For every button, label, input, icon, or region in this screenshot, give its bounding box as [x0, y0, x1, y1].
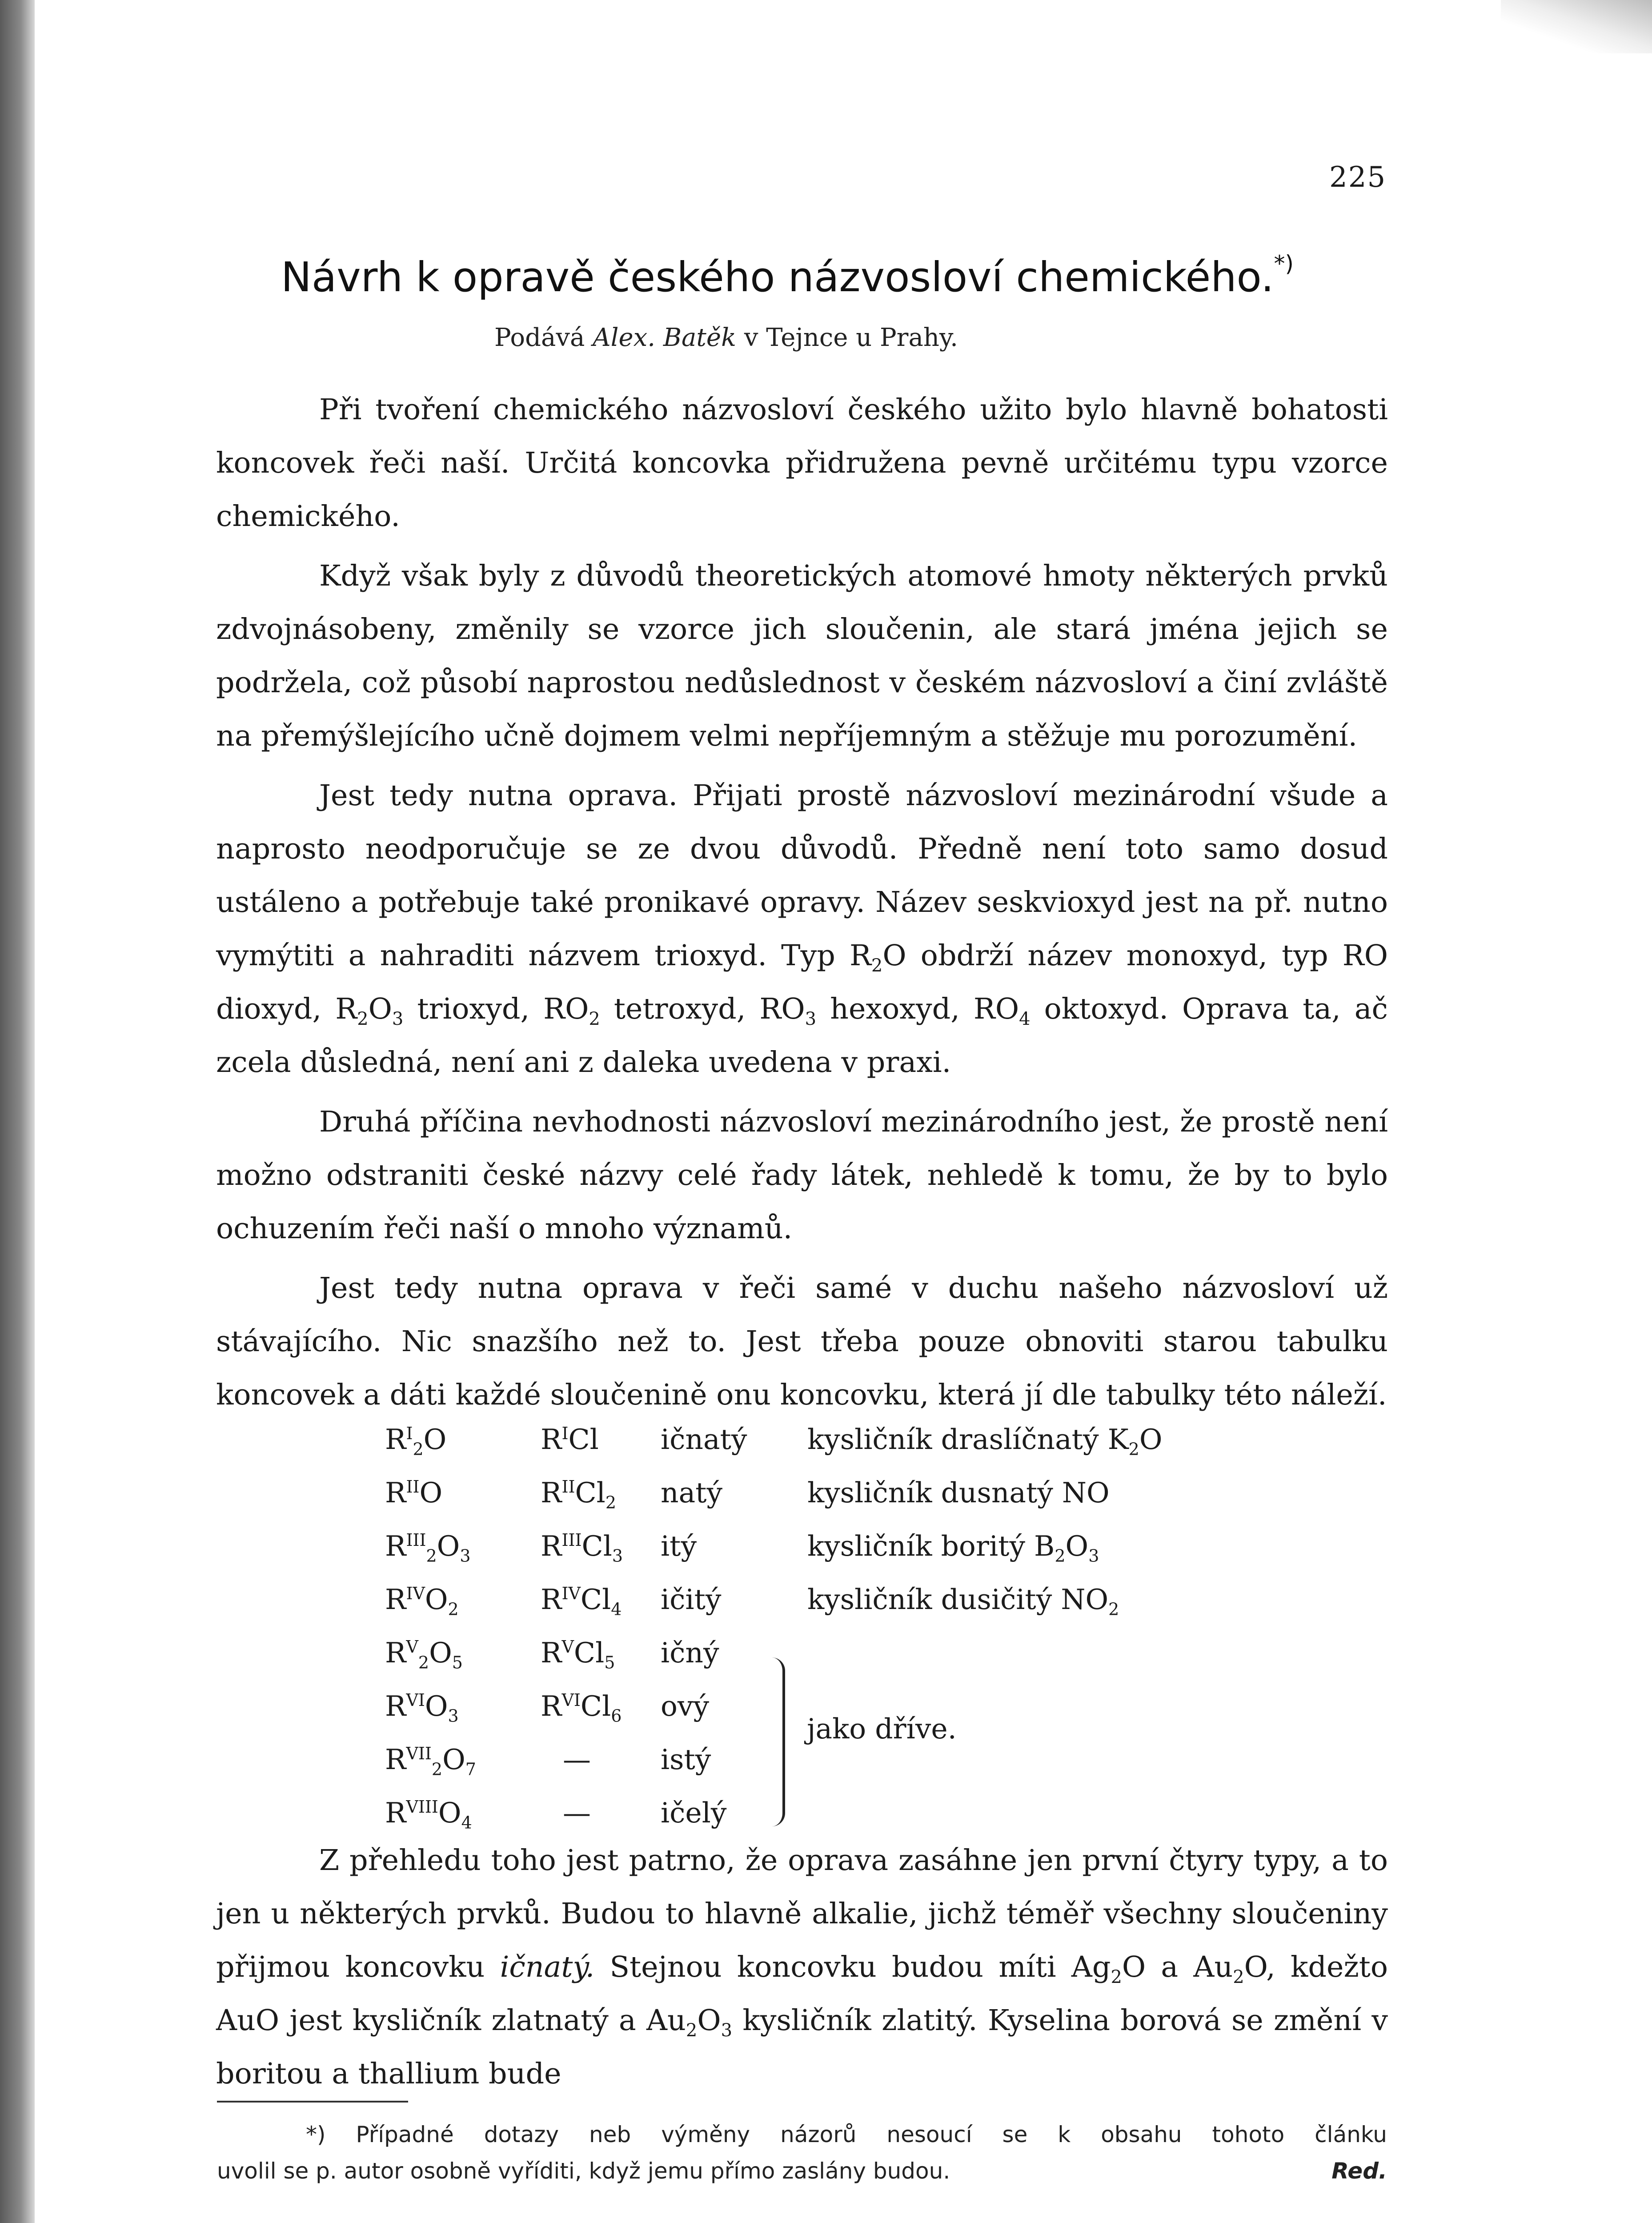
oxide-formula: $R^{VI}O_3$ [385, 1690, 459, 1726]
oxide-formula: $R^V_2O_5$ [385, 1637, 463, 1673]
editor-signature: Red. [1331, 2158, 1387, 2184]
ending: ový [661, 1690, 710, 1722]
author-name: Alex. Batěk [593, 323, 736, 352]
oxide-formula: $R^{VIII}O_4$ [385, 1797, 472, 1833]
example: kysličník dusnatý NO [807, 1477, 1110, 1509]
paragraph-3: Jest tedy nutna oprava. Přijati prostě názvosloví mezinárodní všude a naprosto neodporučuje se ze dvou důvodů. Předně není toto samo dosud ustáleno a potřebuje také pronikavé opravy. Název seskvioxyd jest na př. nutno vymýtiti a nahraditi názvem trioxyd. Typ $R_2O$ obdrží název monoxyd, typ RO dioxyd, $R_2O_3$ trioxyd, $RO_2$ tetroxyd, $RO_3$ hexoxyd, $RO_4$ oktoxyd. Oprava ta, ač zcela důsledná, není ani z daleka uvedena v praxi. [216, 779, 1388, 1079]
title-text: Návrh k opravě českého názvosloví chemického. [281, 253, 1274, 301]
oxide-formula: $R^{IV}O_2$ [385, 1583, 459, 1619]
scan-corner-shadow [1501, 0, 1652, 53]
chloride-formula: $R^{II}Cl_2$ [541, 1477, 617, 1513]
ending: ičnatý [661, 1423, 747, 1456]
example: kysličník dusičitý $NO_2$ [807, 1583, 1119, 1619]
ending: itý [661, 1530, 697, 1562]
title-footnote-mark: *) [1274, 251, 1294, 277]
body-text [216, 383, 1388, 1422]
bracket-note: jako dříve. [807, 1713, 957, 1745]
scan-binding-edge [0, 0, 35, 2223]
ending: natý [661, 1477, 723, 1509]
right-brace [765, 1657, 785, 1826]
byline [494, 323, 958, 352]
chloride-formula: $R^{III}Cl_3$ [541, 1530, 623, 1566]
chloride-formula: $R^{IV}Cl_4$ [541, 1583, 622, 1619]
chloride-formula: $R^{VI}Cl_6$ [541, 1690, 622, 1726]
chloride-formula: $R^ICl$ [541, 1423, 599, 1456]
ending: ičitý [661, 1583, 722, 1616]
oxide-formula: $R^{III}_2O_3$ [385, 1530, 471, 1566]
example: kysličník draslíčnatý $K_2O$ [807, 1423, 1163, 1459]
article-title [281, 253, 1294, 301]
example: kysličník boritý $B_2O_3$ [807, 1530, 1099, 1566]
paragraph-6: Z přehledu toho jest patrno, že oprava zasáhne jen první čtyry typy, a to jen u některých prvků. Budou to hlavně alkalie, jichž téměř všechny sloučeniny přijmou koncovku ičnatý. Stejnou koncovku budou míti $Ag_2O$ a $Au_2O$, kdežto AuO jest kysličník zlatnatý a $Au_2O_3$ kysličník zlatitý. Kyselina borová se změní v boritou a thallium bude [216, 1844, 1388, 2091]
ending: istý [661, 1743, 711, 1776]
byline-prefix: Podává [494, 323, 585, 352]
footnote [217, 2116, 1387, 2189]
byline-suffix: v Tejnce u Prahy. [744, 323, 958, 352]
chloride-dash: — [563, 1797, 591, 1829]
footnote-line-1: *) Případné dotazy neb výměny názorů nesoucí se k obsahu tohoto článku [306, 2122, 1387, 2147]
footnote-divider [217, 2101, 408, 2103]
paragraph-5: Jest tedy nutna oprava v řeči samé v duchu našeho názvosloví už stávajícího. Nic snazšího než to. Jest třeba pouze obnoviti starou tabulku koncovek a dáti každé sloučenině onu koncovku, která jí dle tabulky této náleží. [216, 1272, 1388, 1412]
page-number: 225 [1329, 161, 1387, 194]
paragraph-2: Když však byly z důvodů theoretických atomové hmoty některých prvků zdvojnásobeny, změnily se vzorce jich sloučenin, ale stará jména jejich se podržela, což působí naprostou nedůslednost v českém názvosloví a činí zvláště na přemýšlejícího učně dojmem velmi nepříjemným a stěžuje mu porozumění. [216, 559, 1388, 753]
ending: ičelý [661, 1797, 727, 1829]
chloride-formula: $R^VCl_5$ [541, 1637, 615, 1673]
body-text-continued [216, 1834, 1388, 2101]
oxide-formula: $R^I_2O$ [385, 1423, 447, 1459]
paragraph-1: Při tvoření chemického názvosloví českého užito bylo hlavně bohatosti koncovek řeči naší. Určitá koncovka přidružena pevně určitému typu vzorce chemického. [216, 393, 1388, 533]
ending: ičný [661, 1637, 719, 1669]
footnote-line-2: uvolil se p. autor osobně vyříditi, když jemu přímo zaslány budou. Red. [217, 2153, 1387, 2189]
chloride-dash: — [563, 1743, 591, 1776]
oxide-formula: $R^{II}O$ [385, 1477, 443, 1509]
paragraph-4: Druhá příčina nevhodnosti názvosloví mezinárodního jest, že prostě není možno odstraniti české názvy celé řady látek, nehledě k tomu, že by to bylo ochuzením řeči naší o mnoho významů. [216, 1105, 1388, 1245]
oxide-formula: $R^{VII}_2O_7$ [385, 1743, 476, 1779]
